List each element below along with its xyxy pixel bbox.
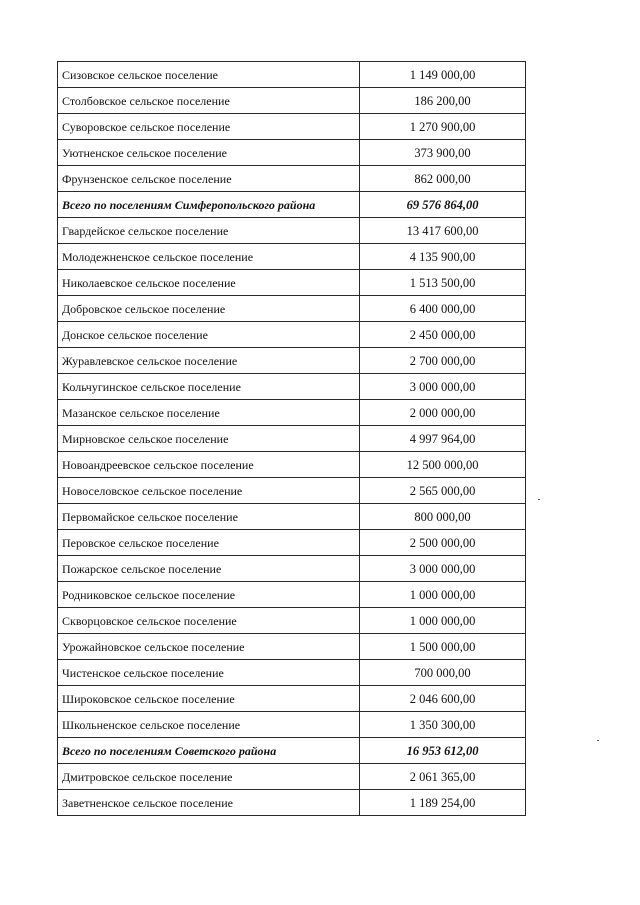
- amount-cell: 1 500 000,00: [360, 634, 526, 660]
- amount-cell: 2 000 000,00: [360, 400, 526, 426]
- settlement-name-cell: Кольчугинское сельское поселение: [58, 374, 360, 400]
- settlement-name-cell: Заветненское сельское поселение: [58, 790, 360, 816]
- amount-cell: 3 000 000,00: [360, 556, 526, 582]
- settlement-name-cell: Школьненское сельское поселение: [58, 712, 360, 738]
- amount-cell: 2 046 600,00: [360, 686, 526, 712]
- table-row: [58, 504, 526, 530]
- settlement-name-cell: Добровское сельское поселение: [58, 296, 360, 322]
- settlement-name-cell: Урожайновское сельское поселение: [58, 634, 360, 660]
- table-row: [58, 608, 526, 634]
- settlement-name-cell: Гвардейское сельское поселение: [58, 218, 360, 244]
- amount-cell: 700 000,00: [360, 660, 526, 686]
- settlement-name-cell: Сизовское сельское поселение: [58, 62, 360, 88]
- settlement-name-cell: Николаевское сельское поселение: [58, 270, 360, 296]
- table-row: [58, 400, 526, 426]
- amount-cell: 800 000,00: [360, 504, 526, 530]
- amount-cell: 2 061 365,00: [360, 764, 526, 790]
- table-row: [58, 348, 526, 374]
- settlement-name-cell: Мазанское сельское поселение: [58, 400, 360, 426]
- settlements-budget-table: [57, 61, 526, 816]
- amount-cell: 862 000,00: [360, 166, 526, 192]
- settlement-name-cell: Уютненское сельское поселение: [58, 140, 360, 166]
- scan-speck: [597, 740, 599, 741]
- table-row: [58, 374, 526, 400]
- table-row: [58, 88, 526, 114]
- table-row: [58, 634, 526, 660]
- settlement-name-cell: Чистенское сельское поселение: [58, 660, 360, 686]
- settlement-name-cell: Молодежненское сельское поселение: [58, 244, 360, 270]
- table-row: [58, 114, 526, 140]
- amount-cell: 186 200,00: [360, 88, 526, 114]
- settlement-name-cell: Столбовское сельское поселение: [58, 88, 360, 114]
- amount-cell: 1 189 254,00: [360, 790, 526, 816]
- table-row: [58, 426, 526, 452]
- table-row: [58, 218, 526, 244]
- table-total-row: [58, 192, 526, 218]
- scan-speck: [538, 499, 540, 500]
- table-row: [58, 686, 526, 712]
- total-amount-cell: 69 576 864,00: [360, 192, 526, 218]
- amount-cell: 4 135 900,00: [360, 244, 526, 270]
- table-row: [58, 530, 526, 556]
- amount-cell: 1 350 300,00: [360, 712, 526, 738]
- settlement-name-cell: Фрунзенское сельское поселение: [58, 166, 360, 192]
- table-row: [58, 140, 526, 166]
- table-row: [58, 790, 526, 816]
- table-row: [58, 478, 526, 504]
- table-row: [58, 660, 526, 686]
- table-row: [58, 582, 526, 608]
- amount-cell: 2 565 000,00: [360, 478, 526, 504]
- table-body: [58, 62, 526, 816]
- settlement-name-cell: Новоселовское сельское поселение: [58, 478, 360, 504]
- table-row: [58, 452, 526, 478]
- table-row: [58, 270, 526, 296]
- amount-cell: 1 000 000,00: [360, 582, 526, 608]
- table-row: [58, 166, 526, 192]
- amount-cell: 1 513 500,00: [360, 270, 526, 296]
- table-row: [58, 322, 526, 348]
- amount-cell: 4 997 964,00: [360, 426, 526, 452]
- settlement-name-cell: Донское сельское поселение: [58, 322, 360, 348]
- settlement-name-cell: Журавлевское сельское поселение: [58, 348, 360, 374]
- table-row: [58, 244, 526, 270]
- settlement-name-cell: Первомайское сельское поселение: [58, 504, 360, 530]
- table-row: [58, 62, 526, 88]
- table-row: [58, 764, 526, 790]
- settlement-name-cell: Пожарское сельское поселение: [58, 556, 360, 582]
- settlement-name-cell: Скворцовское сельское поселение: [58, 608, 360, 634]
- amount-cell: 6 400 000,00: [360, 296, 526, 322]
- total-label-cell: Всего по поселениям Симферопольского района: [58, 192, 360, 218]
- amount-cell: 3 000 000,00: [360, 374, 526, 400]
- settlement-name-cell: Дмитровское сельское поселение: [58, 764, 360, 790]
- settlement-name-cell: Новоандреевское сельское поселение: [58, 452, 360, 478]
- table-row: [58, 556, 526, 582]
- settlement-name-cell: Родниковское сельское поселение: [58, 582, 360, 608]
- amount-cell: 12 500 000,00: [360, 452, 526, 478]
- amount-cell: 2 450 000,00: [360, 322, 526, 348]
- total-amount-cell: 16 953 612,00: [360, 738, 526, 764]
- table-row: [58, 296, 526, 322]
- settlement-name-cell: Широковское сельское поселение: [58, 686, 360, 712]
- total-label-cell: Всего по поселениям Советского района: [58, 738, 360, 764]
- amount-cell: 13 417 600,00: [360, 218, 526, 244]
- amount-cell: 2 500 000,00: [360, 530, 526, 556]
- settlement-name-cell: Суворовское сельское поселение: [58, 114, 360, 140]
- amount-cell: 1 000 000,00: [360, 608, 526, 634]
- table-row: [58, 712, 526, 738]
- amount-cell: 2 700 000,00: [360, 348, 526, 374]
- table-total-row: [58, 738, 526, 764]
- settlement-name-cell: Перовское сельское поселение: [58, 530, 360, 556]
- settlement-name-cell: Мирновское сельское поселение: [58, 426, 360, 452]
- amount-cell: 1 149 000,00: [360, 62, 526, 88]
- amount-cell: 1 270 900,00: [360, 114, 526, 140]
- amount-cell: 373 900,00: [360, 140, 526, 166]
